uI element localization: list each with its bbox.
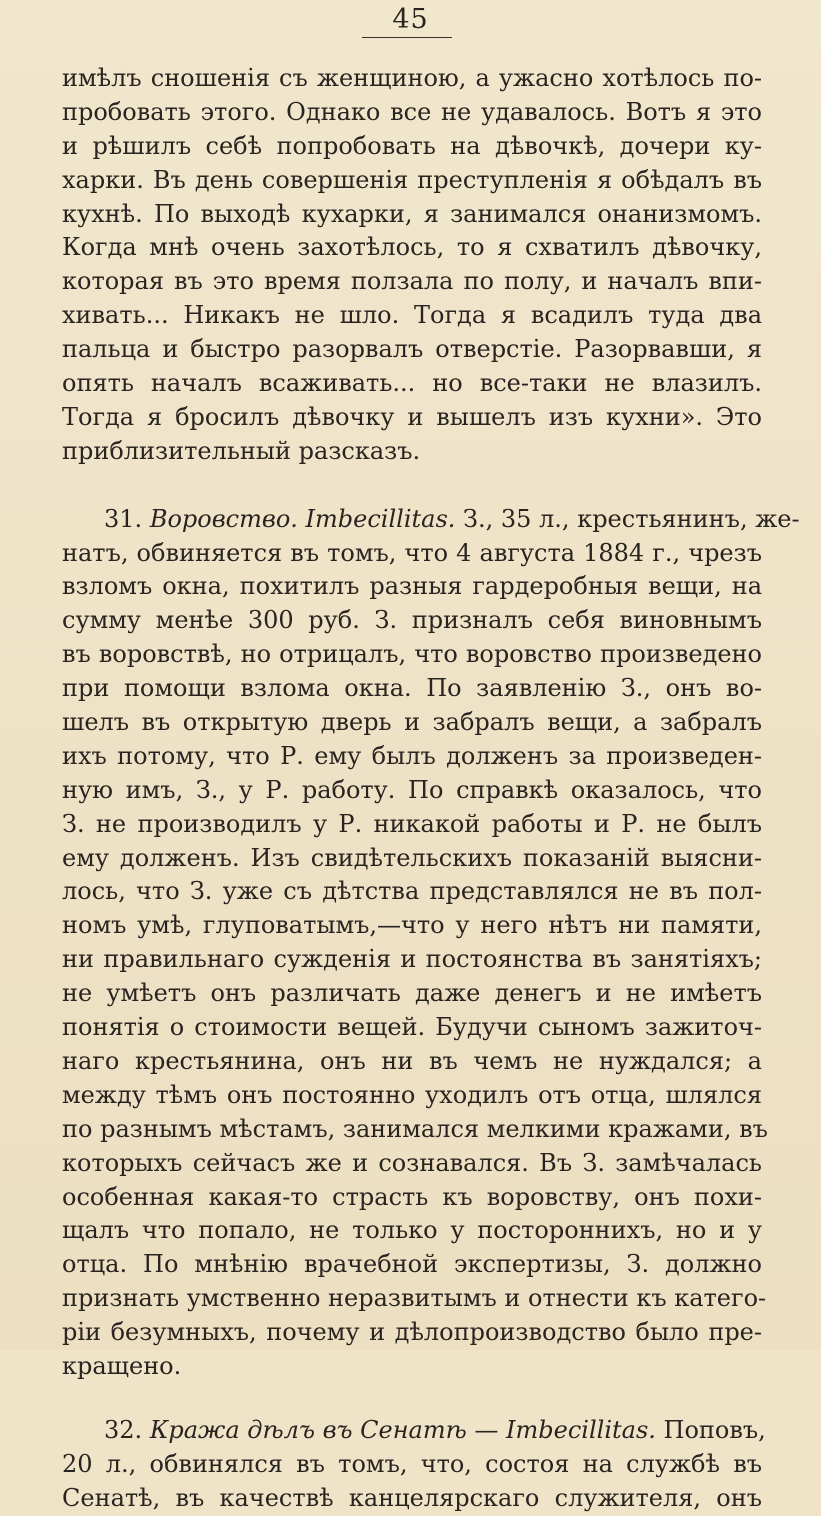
text-line: въ воровствѣ, но отрицалъ, что воровство произведено: [62, 640, 762, 669]
case-number: 31.: [104, 504, 143, 533]
text-line: приблизительный разсказъ.: [62, 436, 421, 465]
text-line: по разнымъ мѣстамъ, занимался мелкими кражами, въ: [62, 1114, 768, 1143]
text-line: ріи безумныхъ, почему и дѣлопроизводство было пре-: [62, 1318, 762, 1347]
text-line: ему долженъ. Изъ свидѣтельскихъ показаній выясни-: [62, 843, 762, 872]
paragraph-testimony: [62, 62, 762, 469]
text-line: особенная какая-то страсть къ воровству, онъ похи-: [62, 1182, 762, 1211]
text-line: Тогда я бросилъ дѣвочку и вышелъ изъ кухни». Это: [62, 402, 762, 431]
text-line: ихъ потому, что Р. ему былъ долженъ за произведен-: [62, 741, 762, 770]
text-line: которая въ это время ползала по полу, и началъ впи-: [62, 267, 762, 296]
case-number: 32.: [104, 1415, 143, 1444]
page-number: 45: [392, 4, 429, 35]
text-line: отца. По мнѣнію врачебной экспертизы, З. должно: [62, 1250, 762, 1279]
text-line: опять началъ всаживать... но все-таки не влазилъ.: [62, 369, 762, 398]
case-32-first-line: [62, 1414, 766, 1448]
text-line: кухнѣ. По выходѣ кухарки, я занимался онанизмомъ.: [62, 199, 762, 228]
text-line: кращено.: [62, 1351, 182, 1380]
text-line: между тѣмъ онъ постоянно уходилъ отъ отца, шлялся: [62, 1080, 762, 1109]
text-line: харки. Въ день совершенія преступленія я обѣдалъ въ: [62, 165, 762, 194]
text-line: лось, что З. уже съ дѣтства представлялся не въ пол-: [62, 877, 762, 906]
text-line: ную имъ, З., у Р. работу. По справкѣ оказалось, что: [62, 775, 762, 804]
text-line: Сенатѣ, въ качествѣ канцелярскаго служителя, онъ: [62, 1483, 762, 1512]
text-line: шелъ въ открытую дверь и забралъ вещи, а забралъ: [62, 708, 762, 737]
case-first-line-text: Поповъ,: [663, 1415, 766, 1444]
text-line: при помощи взлома окна. По заявленію З., онъ во-: [62, 674, 762, 703]
case-first-line-text: З., 35 л., крестьянинъ, же-: [463, 504, 800, 533]
text-line: сумму менѣе 300 руб. З. призналъ себя виновнымъ: [62, 606, 762, 635]
text-line: Когда мнѣ очень захотѣлось, то я схватилъ дѣвочку,: [62, 233, 762, 262]
text-line: хивать... Никакъ не шло. Тогда я всадилъ туда два: [62, 301, 762, 330]
text-line: имѣлъ сношенія съ женщиною, а ужасно хотѣлось по-: [62, 64, 762, 92]
text-line: понятія о стоимости вещей. Будучи сыномъ зажиточ-: [62, 1013, 762, 1042]
text-line: и рѣшилъ себѣ попробовать на дѣвочкѣ, дочери ку-: [62, 131, 762, 160]
text-line: которыхъ сейчасъ же и сознавался. Въ З. замѣчалась: [62, 1148, 762, 1177]
body-text: [62, 62, 800, 1516]
case-31-first-line: [62, 503, 800, 537]
text-line: пальца и быстро разорвалъ отверстіе. Разорвавши, я: [62, 335, 762, 364]
text-line: щалъ что попало, не только у постороннихъ, но и у: [62, 1216, 762, 1245]
text-line: номъ умѣ, глуповатымъ,—что у него нѣтъ ни памяти,: [62, 911, 762, 940]
text-line: не умѣетъ онъ различать даже денегъ и не имѣетъ: [62, 979, 762, 1008]
text-line: ни правильнаго сужденія и постоянства въ занятіяхъ;: [62, 945, 762, 974]
text-line: 20 л., обвинялся въ томъ, что, состоя на службѣ въ: [62, 1449, 762, 1478]
text-line: натъ, обвиняется въ томъ, что 4 августа 1884 г., чрезъ: [62, 538, 762, 567]
case-31: [62, 503, 800, 1384]
text-line: признать умственно неразвитымъ и отнести къ катего-: [62, 1284, 767, 1313]
text-line: З. не производилъ у Р. никакой работы и Р. не былъ: [62, 809, 762, 838]
case-heading: Кража дѣлъ въ Сенатѣ — Imbecillitas.: [149, 1415, 656, 1444]
page-number-rule: [362, 37, 452, 38]
case-32: [62, 1414, 766, 1516]
text-line: взломъ окна, похитилъ разныя гардеробныя вещи, на: [62, 572, 762, 601]
case-heading: Воровство. Imbecillitas.: [149, 504, 456, 533]
text-line: наго крестьянина, онъ ни въ чемъ не нуждался; а: [62, 1046, 762, 1075]
text-line: пробовать этого. Однако все не удавалось. Вотъ я это: [62, 97, 762, 126]
